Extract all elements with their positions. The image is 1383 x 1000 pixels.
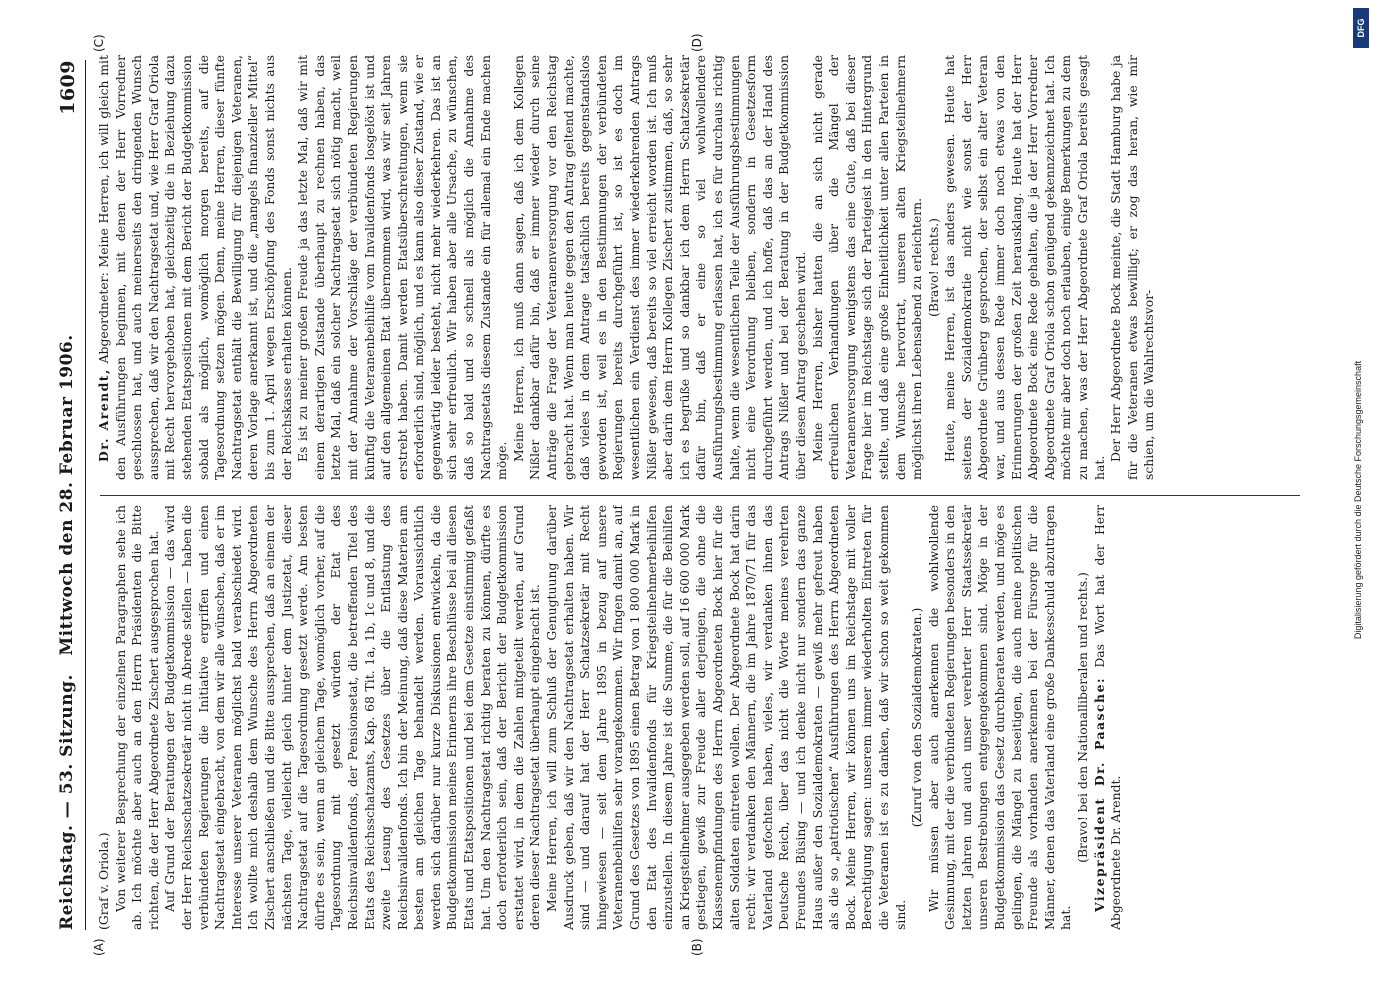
paragraph: Meine Herren, ich will zum Schluß der Genugtuung darüber Ausdruck geben, daß wir den Nachtragsetat erhalten haben. Wir sind — und darauf hat der Herr Schatzsekretär mit Recht hingewiesen — seit dem Jahre 1895 in bezug auf unsere Veteranenbeihilfen sehr vorangekommen. Wir fingen damit an, auf Grund des Gesetzes von 1895 einen Betrag von 1 800 000 Mark in den Etat des Invalidenfonds für Kriegsteilnehmerbeihilfen einzustellen. In diesem Jahre ist die Summe, die für die Beihilfen an Kriegsteilnehmer ausgegeben werden soll, auf 16 600 000 Mark gestiegen, gewiß zur Freude aller derjenigen, die ohne die Klassenempfindungen des Herrn Abgeordneten Bock hier für die alten Soldaten eintreten wollen. Der Abgeordnete Bock hat darin recht: wir verdanken den Männern, die im Jahre 1870/71 für das Vaterland gefochten haben, vieles, wir verdanken ihnen das Deutsche Reich, über das nicht die Worte meines verehrten Freundes Büsing — und ich denke nicht nur sondern das ganze Haus außer den Sozialdemokraten — gewiß mehr gefreut haben als die so „patriotischen“ Ausführungen des Herrn Abgeordneten Bock. Meine Herren, wir können uns im Reichstage mit voller Berechtigung sagen: unserem immer wiederholten Eintreten für die Veteranen ist es zu danken, daß wir schon so weit gekommen sind. xyxy=(544,505,908,930)
interjection: (Zuruf von den Sozialdemokraten.) xyxy=(909,607,925,828)
paragraph: Heute, meine Herren, ist das anders gewesen. Heute hat seitens der Sozialdemokratie nicht wie sonst der Herr Abgeordnete Grünberg gesprochen, der selbst ein alter Veteran war, und aus dessen Rede immer doch noch etwas von den Erinnerungen der großen Zeit herausklang. Heute hat der Herr Abgeordnete Bock eine Rede gehalten, die ja der Herr Vorredner Abgeordnete Graf Oriola schon genügend gekennzeichnet hat. Ich möchte mir aber doch noch erlauben, einige Bemerkungen zu dem zu machen, was der Herr Abgeordnete Graf Oriola bereits gesagt hat. xyxy=(942,55,1107,480)
right-column xyxy=(96,55,1316,480)
president-label: Vizepräsident Dr. Paasche: xyxy=(1091,676,1107,912)
margin-marker-d: (D) xyxy=(690,33,704,52)
paragraph: Meine Herren, ich muß dann sagen, daß ich dem Kollegen Nißler dankbar dafür bin, daß er immer wieder durch seine Anträge die Frage der Veteranenversorgung vor den Reichstag gebracht hat. Wenn man heute gegen den Antrag geltend machte, daß vieles in dem Antrage tatsächlich bereits gegenstandslos geworden ist, weil es in den Bestimmungen der verbündeten Regierungen bereits durchgeführt ist, so ist es doch im wesentlichen ein Verdienst des immer wiederkehrenden Antrags Nißler gewesen, daß bereits so viel erreicht worden ist. Ich muß aber darin dem Herrn Kollegen Zischert zustimmen, daß, so sehr ich es begrüße und so dankbar ich dem Herrn Schatzsekretär dafür bin, daß er eine so viel wohlwollendere Ausführungsbestimmung erlassen hat, ich es für durchaus richtig halte, wenn die wesentlichen Teile der Ausführungsbestimmungen nicht eine Verordnung bleiben, sondern in Gesetzesform durchgeführt werden, und ich hoffe, daß das an der Hand des Antrags Nißler und bei der Beratung in der Budgetkommission über diesen Antrag geschehen wird. xyxy=(510,55,808,480)
margin-marker-b: (B) xyxy=(690,938,704,956)
header-date: Mittwoch den 28. Februar 1906. xyxy=(57,334,77,656)
column-divider xyxy=(100,495,1300,496)
speaker-continuation: (Graf v. Oriola.) xyxy=(96,832,111,930)
paragraph: Wir müssen aber auch anerkennen die wohlwollende Gesinnung, mit der die verbündeten Regierungen besonders in den letzten Jahren und auch unser verehrter Herr Staatssekretär unseren Bestrebungen entgegengekommen sind. Möge in der Budgetkommission das Gesetz durchberaten werden, und möge es gelingen, die Mängel zu beseitigen, die auch meine politischen Freunde als vorhanden anerkennen bei der Fürsorge für die Männer, denen das Vaterland eine große Dankesschuld abzutragen hat. xyxy=(925,505,1074,930)
speech-opening xyxy=(96,55,295,480)
paragraph: Es ist zu meiner großen Freude ja das letzte Mal, daß wir mit einem derartigen Zustande überhaupt zu rechnen haben, das letzte Mal, daß ein solcher Nachtragsetat sich nötig macht, weil mit der Annahme der Vorschläge der verbündeten Regierungen künftig die Veteranenbeihilfe vom Invalidenfonds losgelöst ist und auf den allgemeinen Etat übernommen wird, was wir seit Jahren erstrebt haben. Damit werden Etatsüberschreitungen, wenn sie erforderlich sind, möglich, und es kann also dieser Zustand, wie er gegenwärtig leider besteht, nicht mehr wiederkehren. Das ist an sich sehr erfreulich. Wir haben aber alle Ursache, zu wünschen, daß so bald und so schnell als möglich die Annahme des Nachtragsetats diesem Zustande ein für allemal ein Ende machen möge. xyxy=(295,55,510,480)
margin-marker-c: (C) xyxy=(92,34,106,52)
president-text: Das Wort hat der Herr Abgeordnete Dr. Arendt. xyxy=(1091,505,1124,930)
paragraph: Von weiterer Besprechung der einzelnen Paragraphen sehe ich ab. Ich möchte aber auch an den Herrn Präsidenten die Bitte richten, die der Herr Abgeordnete Zischert ausgesprochen hat. xyxy=(112,505,161,930)
paragraph: Meine Herren, bisher hatten die an sich nicht gerade erfreulichen Verhandlungen über die Mängel der Veteranenversorgung wenigstens das eine Gute, daß bei dieser Frage hier im Reichstage sich der Parteigeist in den Hintergrund stellte, und daß eine große Einheitlichkeit unter allen Parteien in dem Wunsche hervortrat, unseren alten Kriegsteilnehmern möglichst ihren Lebensabend zu erleichtern. xyxy=(809,55,925,480)
credit-text: Digitalisierung gefördert durch die Deutsche Forschungsgemeinschaft xyxy=(1353,360,1363,640)
paragraph: Auf Grund der Beratungen der Budgetkommission — das wird der Herr Reichsschatzsekretär nicht in Abrede stellen — haben die verbündeten Regierungen die Initiative ergriffen und einen Nachtragsetat eingebracht, von dem wir alle wünschen, daß er im Interesse unserer Veteranen möglichst bald verabschiedet wird. Ich wollte mich deshalb dem Wunsche des Herrn Abgeordneten Zischert anschließen und die Bitte aussprechen, daß an einem der nächsten Tage, vielleicht gleich hinter dem Justizetat, dieser Nachtragsetat auf die Tagesordnung gesetzt werde. Am besten dürfte es sein, wenn an gleichem Tage, womöglich vorher, auf die Tagesordnung mit gesetzt würden der Etat des Reichsinvalidenfonds, der Pensionsetat, die betreffenden Titel des Etats des Reichsschatzamts, Kap. 68 Tit. 1a, 1b, 1c und 8, und die zweite Lesung des Gesetzes über die Entlastung des Reichsinvalidenfonds. Ich bin der Meinung, daß diese Materien am besten am gleichen Tage behandelt werden. Voraussichtlich werden sich darüber nur kurze Diskussionen entwickeln, da die Budgetkommission meines Erinnerns ihre Beschlüsse bei all diesen Etats und Etatspositionen und bei dem Gesetze einstimmig gefaßt hat. Um den Nachtragsetat richtig beraten zu können, dürfte es doch erforderlich sein, daß der Bericht der Budgetkommission erstattet wird, in dem die Zahlen mitgeteilt werden, auf Grund deren dieser Nachtragsetat überhaupt eingebracht ist. xyxy=(162,505,543,930)
margin-marker-a: (A) xyxy=(92,938,106,956)
president-statement xyxy=(1092,505,1125,930)
dfg-logo-text: DFG xyxy=(1356,18,1366,38)
paragraph: Der Herr Abgeordnete Bock meinte, die Stadt Hamburg habe ja für die Veteranen etwas bewilligt; er zog das heran, wie mir schien, um die Wahlrechtsvor- xyxy=(1108,55,1157,480)
applause: (Bravo! bei den Nationalliberalen und rechts.) xyxy=(1075,572,1091,863)
paragraph: Abgeordneter: Meine Herren, ich will gleich mit den Ausführungen beginnen, mit denen der Herr Vorredner geschlossen hat, und auch meinerseits den dringenden Wunsch aussprechen, daß wir den Nachtragsetat und, wie Herr Graf Oriola mit Recht hervorgehoben hat, gleichzeitig die in Beziehung dazu stehenden Etatspositionen mit dem Bericht der Budgetkommission sobald als möglich, womöglich morgen bereits, auf die Tagesordnung setzen mögen. Denn, meine Herren, dieser fünfte Nachtragsetat enthält die Bewilligung für diejenigen Veteranen, deren Vorlage anerkannt ist, und die „mangels finanzieller Mittel“ bis zum 1. April wegen Erschöpfung des Fonds sonst nichts aus der Reichskasse erhalten können. xyxy=(96,55,294,480)
dfg-logo xyxy=(1353,8,1369,48)
page-header xyxy=(55,60,86,930)
digitization-credit xyxy=(1347,14,1369,986)
page-number: 1609 xyxy=(57,60,79,115)
applause: (Bravo! rechts.) xyxy=(925,218,941,317)
left-column xyxy=(96,505,1316,930)
speaker-label: Dr. Arendt, xyxy=(96,368,111,462)
header-session: Reichstag. — 53. Sitzung. xyxy=(57,674,77,930)
